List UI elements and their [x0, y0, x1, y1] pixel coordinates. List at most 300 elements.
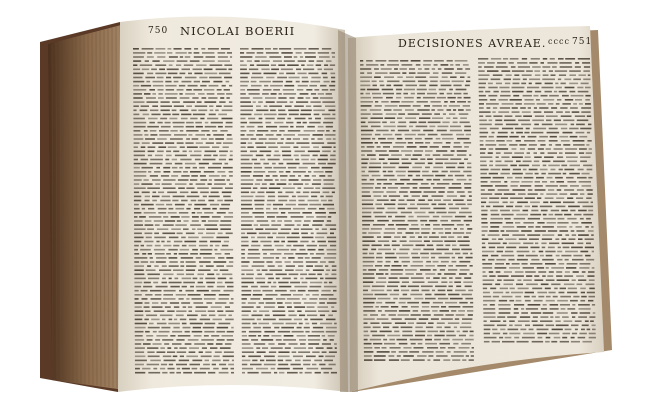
- text-line-mark: [265, 122, 271, 124]
- text-line-mark: [504, 181, 507, 183]
- text-line-mark: [241, 179, 254, 181]
- text-line-mark: [361, 113, 371, 115]
- text-line-mark: [225, 319, 234, 321]
- text-line-mark: [559, 91, 567, 93]
- text-line-mark: [241, 175, 250, 177]
- text-line-mark: [387, 208, 395, 210]
- text-line-mark: [579, 148, 587, 150]
- text-line-mark: [362, 171, 366, 173]
- text-line-mark: [372, 286, 385, 288]
- text-line-mark: [401, 290, 409, 292]
- text-line-mark: [320, 97, 333, 99]
- text-line-mark: [174, 241, 183, 243]
- text-line-mark: [436, 245, 443, 247]
- text-line-mark: [161, 175, 169, 177]
- text-line-mark: [332, 56, 335, 58]
- text-line-mark: [134, 208, 140, 210]
- text-line-mark: [326, 331, 337, 333]
- text-line-mark: [179, 298, 184, 300]
- text-line-mark: [259, 118, 263, 120]
- text-line-mark: [505, 83, 510, 85]
- text-line-mark: [418, 236, 422, 238]
- text-line-mark: [540, 144, 545, 146]
- text-line-mark: [212, 130, 217, 132]
- text-line-mark: [178, 179, 189, 181]
- text-line-mark: [255, 183, 260, 185]
- text-line-mark: [572, 234, 576, 236]
- text-line-mark: [284, 253, 293, 255]
- text-line-mark: [208, 220, 219, 222]
- text-line-mark: [468, 290, 473, 292]
- text-line-mark: [551, 210, 559, 212]
- text-line-mark: [590, 320, 594, 322]
- text-line-mark: [155, 339, 160, 341]
- text-line-mark: [520, 185, 531, 187]
- text-line-mark: [218, 126, 223, 128]
- text-line-mark: [518, 255, 524, 257]
- text-line-mark: [145, 220, 152, 222]
- text-line-mark: [140, 110, 148, 112]
- text-line-mark: [322, 73, 328, 75]
- text-line-mark: [575, 329, 578, 331]
- text-line-mark: [155, 183, 160, 185]
- text-line-mark: [152, 93, 156, 95]
- text-line-mark: [451, 310, 456, 312]
- text-line-mark: [320, 155, 328, 157]
- text-line-mark: [384, 76, 394, 78]
- text-line-mark: [361, 101, 374, 103]
- text-line-mark: [445, 232, 451, 234]
- text-line-mark: [328, 175, 332, 177]
- text-line-mark: [505, 251, 513, 253]
- text-line-mark: [306, 261, 318, 263]
- text-line-mark: [414, 150, 423, 152]
- text-line-mark: [303, 364, 310, 366]
- text-line-mark: [416, 273, 422, 275]
- text-line-mark: [578, 58, 590, 60]
- text-line-mark: [442, 76, 448, 78]
- text-line-mark: [504, 120, 516, 122]
- text-line-mark: [452, 81, 464, 83]
- text-line-mark: [213, 319, 222, 321]
- text-line-mark: [580, 218, 584, 220]
- text-line-mark: [453, 122, 458, 124]
- text-line-mark: [411, 306, 419, 308]
- text-line-mark: [513, 79, 521, 81]
- text-line-mark: [436, 138, 441, 140]
- text-line-mark: [318, 52, 329, 54]
- text-line-mark: [149, 122, 155, 124]
- text-line-mark: [551, 341, 557, 343]
- text-line-mark: [490, 181, 501, 183]
- text-line-mark: [496, 152, 501, 154]
- text-line-mark: [308, 171, 311, 173]
- text-line-mark: [422, 113, 432, 115]
- text-line-mark: [575, 62, 579, 64]
- text-line-mark: [266, 261, 272, 263]
- text-line-mark: [289, 343, 298, 345]
- text-line-mark: [200, 319, 210, 321]
- text-line-mark: [229, 302, 233, 304]
- text-line-mark: [571, 312, 577, 314]
- text-line-mark: [385, 253, 394, 255]
- text-line-mark: [134, 274, 144, 276]
- text-line-mark: [546, 185, 558, 187]
- text-line-mark: [529, 169, 538, 171]
- text-line-mark: [324, 360, 333, 362]
- text-line-mark: [479, 124, 491, 126]
- text-line-mark: [483, 300, 495, 302]
- text-line-mark: [242, 343, 251, 345]
- text-line-mark: [449, 306, 461, 308]
- text-line-mark: [188, 52, 191, 54]
- text-line-mark: [259, 233, 271, 235]
- text-line-mark: [271, 64, 276, 66]
- text-line-mark: [174, 134, 187, 136]
- text-line-mark: [193, 327, 201, 329]
- text-line-mark: [489, 230, 499, 232]
- text-line-mark: [194, 52, 200, 54]
- text-line-mark: [523, 115, 532, 117]
- text-line-mark: [314, 114, 320, 116]
- text-line-mark: [246, 52, 254, 54]
- text-line-mark: [262, 347, 268, 349]
- text-line-mark: [419, 117, 430, 119]
- text-line-mark: [272, 323, 283, 325]
- text-line-mark: [557, 226, 567, 228]
- text-line-mark: [433, 72, 439, 74]
- text-line-mark: [563, 144, 570, 146]
- text-line-mark: [542, 79, 555, 81]
- text-line-mark: [487, 62, 495, 64]
- text-line-mark: [510, 99, 522, 101]
- text-line-mark: [579, 308, 591, 310]
- text-line-mark: [501, 214, 513, 216]
- text-line-mark: [383, 183, 392, 185]
- text-line-mark: [534, 124, 539, 126]
- text-line-mark: [263, 245, 271, 247]
- text-line-mark: [411, 265, 424, 267]
- text-line-mark: [142, 208, 145, 210]
- text-line-mark: [560, 66, 573, 68]
- text-line-mark: [497, 136, 508, 138]
- text-line-mark: [504, 271, 512, 273]
- text-line-mark: [479, 111, 491, 113]
- text-line-mark: [241, 208, 253, 210]
- text-line-mark: [391, 199, 396, 201]
- text-line-mark: [447, 60, 453, 62]
- text-line-mark: [383, 171, 387, 173]
- text-line-mark: [328, 216, 332, 218]
- text-line-mark: [524, 296, 530, 298]
- text-line-mark: [574, 214, 581, 216]
- text-line-mark: [398, 314, 409, 316]
- text-line-mark: [479, 107, 484, 109]
- text-line-mark: [554, 288, 558, 290]
- text-line-mark: [170, 335, 175, 337]
- text-line-mark: [147, 126, 159, 128]
- text-line-mark: [319, 356, 324, 358]
- text-line-mark: [193, 302, 203, 304]
- text-line-mark: [196, 183, 206, 185]
- text-line-mark: [282, 155, 291, 157]
- text-line-mark: [382, 89, 393, 91]
- text-line-mark: [488, 87, 497, 89]
- text-line-mark: [170, 130, 177, 132]
- text-line-mark: [408, 220, 418, 222]
- text-line-mark: [445, 327, 451, 329]
- text-line-mark: [182, 323, 187, 325]
- text-line-mark: [197, 187, 209, 189]
- text-line-mark: [584, 66, 590, 68]
- text-line-mark: [224, 89, 230, 91]
- text-line-mark: [180, 130, 184, 132]
- text-line-mark: [401, 158, 408, 160]
- text-line-mark: [157, 138, 167, 140]
- text-line-mark: [587, 169, 593, 171]
- text-line-mark: [208, 200, 214, 202]
- text-line-mark: [437, 97, 446, 99]
- text-line-mark: [332, 265, 337, 267]
- text-line-mark: [301, 159, 309, 161]
- text-line-mark: [146, 335, 153, 337]
- text-line-mark: [481, 177, 491, 179]
- text-line-mark: [493, 296, 499, 298]
- text-line-mark: [491, 214, 500, 216]
- text-line-mark: [443, 113, 446, 115]
- text-line-mark: [175, 204, 185, 206]
- text-line-mark: [484, 329, 491, 331]
- text-line-mark: [177, 142, 184, 144]
- text-line-mark: [329, 212, 336, 214]
- text-line-mark: [496, 259, 505, 261]
- text-line-mark: [167, 192, 177, 194]
- text-line-mark: [330, 89, 335, 91]
- text-line-mark: [248, 253, 260, 255]
- text-line-mark: [559, 169, 563, 171]
- text-line-mark: [363, 273, 374, 275]
- text-line-mark: [565, 111, 570, 113]
- text-line-mark: [311, 233, 314, 235]
- text-line-mark: [549, 144, 552, 146]
- text-line-mark: [541, 95, 548, 97]
- text-line-mark: [510, 58, 519, 60]
- text-line-mark: [364, 351, 374, 353]
- text-line-mark: [291, 364, 301, 366]
- text-line-mark: [294, 306, 305, 308]
- text-line-mark: [422, 351, 433, 353]
- text-line-mark: [257, 269, 261, 271]
- text-line-mark: [135, 331, 144, 333]
- text-line-mark: [287, 163, 300, 165]
- text-line-mark: [141, 183, 152, 185]
- text-line-mark: [593, 312, 596, 314]
- text-line-mark: [399, 298, 411, 300]
- text-line-mark: [497, 279, 502, 281]
- text-line-mark: [241, 171, 252, 173]
- text-line-mark: [241, 265, 248, 267]
- text-line-mark: [134, 171, 147, 173]
- text-line-mark: [491, 169, 501, 171]
- text-line-mark: [383, 93, 394, 95]
- text-line-mark: [478, 58, 488, 60]
- text-line-mark: [376, 130, 388, 132]
- text-line-mark: [174, 48, 182, 50]
- text-line-mark: [549, 95, 559, 97]
- text-line-mark: [281, 138, 284, 140]
- text-line-mark: [213, 134, 224, 136]
- text-line-mark: [499, 144, 507, 146]
- text-line-mark: [247, 146, 253, 148]
- text-line-mark: [205, 278, 215, 280]
- text-line-mark: [173, 196, 185, 198]
- text-line-mark: [157, 151, 164, 153]
- text-line-mark: [170, 286, 179, 288]
- text-line-mark: [433, 208, 445, 210]
- text-line-mark: [526, 284, 538, 286]
- text-line-mark: [177, 89, 184, 91]
- text-line-mark: [571, 337, 575, 339]
- text-line-mark: [374, 347, 380, 349]
- text-line-mark: [228, 69, 232, 71]
- text-line-mark: [523, 279, 532, 281]
- text-line-mark: [148, 208, 154, 210]
- text-line-mark: [143, 114, 150, 116]
- text-line-mark: [441, 306, 446, 308]
- text-line-mark: [217, 339, 225, 341]
- text-line-mark: [442, 171, 448, 173]
- text-line-mark: [313, 327, 323, 329]
- text-line-mark: [457, 224, 464, 226]
- text-line-mark: [271, 69, 279, 71]
- text-line-mark: [588, 210, 593, 212]
- text-line-mark: [220, 224, 232, 226]
- text-line-mark: [135, 364, 144, 366]
- text-line-mark: [252, 212, 264, 214]
- text-line-mark: [516, 300, 522, 302]
- text-line-mark: [438, 126, 449, 128]
- text-line-mark: [163, 179, 175, 181]
- text-line-mark: [371, 126, 381, 128]
- text-line-mark: [522, 337, 535, 339]
- text-line-mark: [550, 304, 559, 306]
- text-line-mark: [423, 314, 431, 316]
- text-line-mark: [472, 347, 474, 349]
- text-line-mark: [202, 97, 207, 99]
- text-line-mark: [557, 300, 568, 302]
- text-line-mark: [311, 77, 320, 79]
- text-line-mark: [581, 296, 587, 298]
- text-line-mark: [331, 77, 335, 79]
- text-line-mark: [133, 77, 142, 79]
- text-line-mark: [179, 290, 182, 292]
- text-line-mark: [226, 265, 233, 267]
- text-line-mark: [144, 241, 153, 243]
- text-line-mark: [266, 360, 276, 362]
- text-line-mark: [270, 253, 281, 255]
- text-line-mark: [459, 302, 467, 304]
- text-line-mark: [520, 329, 526, 331]
- text-line-mark: [586, 218, 591, 220]
- text-line-mark: [278, 343, 285, 345]
- text-line-mark: [499, 312, 511, 314]
- text-line-mark: [179, 85, 185, 87]
- text-line-mark: [361, 158, 369, 160]
- text-line-mark: [253, 294, 263, 296]
- text-line-mark: [560, 288, 566, 290]
- text-line-mark: [296, 101, 308, 103]
- text-line-mark: [242, 331, 246, 333]
- left-page-number: 750: [148, 26, 169, 36]
- text-line-mark: [452, 245, 457, 247]
- text-line-mark: [443, 179, 454, 181]
- text-line-mark: [448, 236, 454, 238]
- text-line-mark: [463, 236, 468, 238]
- text-line-mark: [421, 310, 430, 312]
- text-line-mark: [271, 347, 283, 349]
- text-line-mark: [528, 193, 538, 195]
- text-line-mark: [515, 103, 522, 105]
- text-line-mark: [514, 308, 518, 310]
- text-line-mark: [134, 249, 138, 251]
- text-line-mark: [561, 165, 567, 167]
- text-line-mark: [201, 138, 207, 140]
- text-line-mark: [164, 360, 176, 362]
- text-line-mark: [426, 327, 433, 329]
- text-line-mark: [316, 253, 325, 255]
- text-line-mark: [371, 249, 376, 251]
- text-line-mark: [299, 339, 306, 341]
- text-line-mark: [227, 52, 232, 54]
- text-line-mark: [300, 278, 303, 280]
- text-line-mark: [322, 101, 335, 103]
- text-line-mark: [515, 115, 521, 117]
- text-line-mark: [362, 228, 369, 230]
- text-line-mark: [480, 128, 487, 130]
- text-line-mark: [361, 105, 372, 107]
- text-line-mark: [166, 77, 171, 79]
- text-line-mark: [412, 167, 422, 169]
- text-line-mark: [264, 73, 277, 75]
- text-line-mark: [439, 343, 450, 345]
- text-line-mark: [537, 103, 546, 105]
- text-line-mark: [503, 333, 508, 335]
- text-line-mark: [242, 335, 247, 337]
- text-line-mark: [134, 159, 138, 161]
- text-line-mark: [229, 159, 233, 161]
- text-line-mark: [220, 347, 231, 349]
- text-line-mark: [200, 265, 204, 267]
- text-line-mark: [293, 245, 304, 247]
- text-line-mark: [452, 359, 460, 361]
- text-line-mark: [437, 130, 447, 132]
- text-line-mark: [480, 140, 484, 142]
- text-line-mark: [368, 232, 380, 234]
- text-line-mark: [241, 155, 253, 157]
- text-line-mark: [411, 277, 424, 279]
- text-line-mark: [160, 200, 170, 202]
- text-line-mark: [312, 142, 325, 144]
- text-line-mark: [498, 238, 503, 240]
- text-line-mark: [407, 146, 417, 148]
- text-line-mark: [322, 114, 331, 116]
- text-line-mark: [165, 122, 171, 124]
- text-line-mark: [414, 212, 425, 214]
- text-line-mark: [373, 113, 383, 115]
- text-line-mark: [181, 216, 189, 218]
- text-line-mark: [209, 105, 213, 107]
- text-line-mark: [324, 81, 330, 83]
